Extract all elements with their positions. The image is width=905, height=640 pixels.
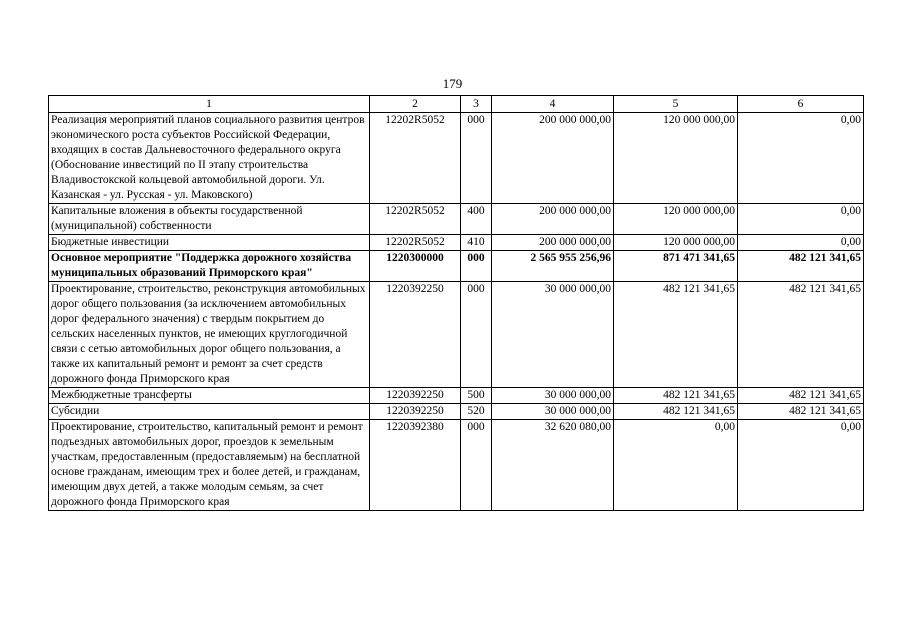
row-name: Капитальные вложения в объекты государственной (муниципальной) собственности bbox=[49, 204, 370, 235]
row-value-4: 200 000 000,00 bbox=[492, 204, 614, 235]
row-type: 000 bbox=[461, 113, 492, 204]
row-value-5: 120 000 000,00 bbox=[614, 204, 738, 235]
row-value-5: 482 121 341,65 bbox=[614, 404, 738, 420]
row-value-6: 482 121 341,65 bbox=[738, 282, 864, 388]
table-row bbox=[49, 420, 864, 511]
row-code: 1220392250 bbox=[370, 282, 461, 388]
row-value-5: 120 000 000,00 bbox=[614, 113, 738, 204]
row-code: 1220392250 bbox=[370, 404, 461, 420]
row-value-5: 871 471 341,65 bbox=[614, 251, 738, 282]
row-code: 12202R5052 bbox=[370, 204, 461, 235]
column-header: 1 bbox=[49, 96, 370, 113]
column-header: 2 bbox=[370, 96, 461, 113]
table-row bbox=[49, 235, 864, 251]
row-type: 500 bbox=[461, 388, 492, 404]
column-header: 4 bbox=[492, 96, 614, 113]
row-code: 12202R5052 bbox=[370, 235, 461, 251]
budget-table bbox=[48, 95, 864, 511]
row-value-6: 0,00 bbox=[738, 113, 864, 204]
row-type: 000 bbox=[461, 420, 492, 511]
row-code: 1220300000 bbox=[370, 251, 461, 282]
row-value-4: 30 000 000,00 bbox=[492, 388, 614, 404]
table-row bbox=[49, 404, 864, 420]
row-value-6: 482 121 341,65 bbox=[738, 251, 864, 282]
row-name: Бюджетные инвестиции bbox=[49, 235, 370, 251]
row-type: 410 bbox=[461, 235, 492, 251]
table-row bbox=[49, 282, 864, 388]
row-name: Реализация мероприятий планов социального развития центров экономического роста субъектов Российской Федерации, входящих в состав Дальневосточного федерального округа (Обоснование инвестиций по II этапу строительства Владивостокской кольцевой автомобильной дороги. Ул. Казанская - ул. Русская - ул. Маковского) bbox=[49, 113, 370, 204]
row-code: 12202R5052 bbox=[370, 113, 461, 204]
row-value-5: 482 121 341,65 bbox=[614, 282, 738, 388]
row-name: Основное мероприятие "Поддержка дорожного хозяйства муниципальных образований Приморского края" bbox=[49, 251, 370, 282]
row-value-4: 200 000 000,00 bbox=[492, 113, 614, 204]
column-header: 6 bbox=[738, 96, 864, 113]
row-type: 520 bbox=[461, 404, 492, 420]
row-value-4: 200 000 000,00 bbox=[492, 235, 614, 251]
row-value-4: 2 565 955 256,96 bbox=[492, 251, 614, 282]
row-value-5: 120 000 000,00 bbox=[614, 235, 738, 251]
row-value-4: 30 000 000,00 bbox=[492, 282, 614, 388]
row-value-6: 482 121 341,65 bbox=[738, 404, 864, 420]
row-value-5: 482 121 341,65 bbox=[614, 388, 738, 404]
column-header: 5 bbox=[614, 96, 738, 113]
row-value-6: 0,00 bbox=[738, 204, 864, 235]
page-number: 179 bbox=[442, 76, 463, 91]
row-type: 000 bbox=[461, 251, 492, 282]
row-value-4: 32 620 080,00 bbox=[492, 420, 614, 511]
table-row bbox=[49, 113, 864, 204]
row-value-6: 0,00 bbox=[738, 235, 864, 251]
row-name: Проектирование, строительство, капитальный ремонт и ремонт подъездных автомобильных дорог, проездов к земельным участкам, предоставленным (предоставляемым) на бесплатной основе гражданам, имеющим трех и более детей, и гражданам, имеющим двух детей, а также молодым семьям, за счет дорожного фонда Приморского края bbox=[49, 420, 370, 511]
column-header: 3 bbox=[461, 96, 492, 113]
row-value-4: 30 000 000,00 bbox=[492, 404, 614, 420]
table-row bbox=[49, 251, 864, 282]
row-name: Межбюджетные трансферты bbox=[49, 388, 370, 404]
row-code: 1220392380 bbox=[370, 420, 461, 511]
row-code: 1220392250 bbox=[370, 388, 461, 404]
row-value-5: 0,00 bbox=[614, 420, 738, 511]
row-name: Субсидии bbox=[49, 404, 370, 420]
row-value-6: 0,00 bbox=[738, 420, 864, 511]
table-row bbox=[49, 388, 864, 404]
table-row bbox=[49, 204, 864, 235]
row-value-6: 482 121 341,65 bbox=[738, 388, 864, 404]
row-name: Проектирование, строительство, реконструкция автомобильных дорог общего пользования (за исключением автомобильных дорог федерального значения) с твердым покрытием до сельских населенных пунктов, не имеющих круглогодичной связи с сетью автомобильных дорог общего пользования, а также их капитальный ремонт и ремонт за счет средств дорожного фонда Приморского края bbox=[49, 282, 370, 388]
row-type: 000 bbox=[461, 282, 492, 388]
row-type: 400 bbox=[461, 204, 492, 235]
table-header-row bbox=[49, 96, 864, 113]
